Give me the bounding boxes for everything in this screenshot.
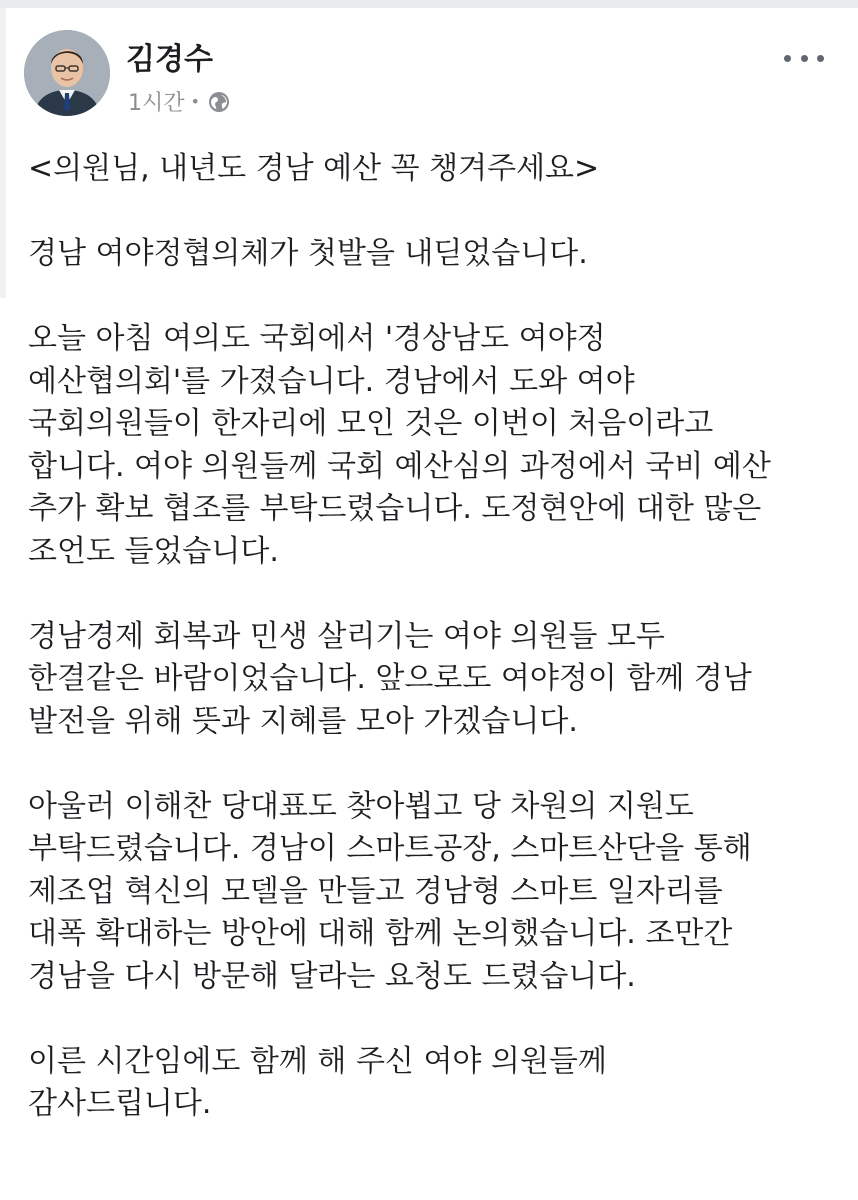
paragraph xyxy=(28,318,828,573)
text-line: 국회의원들이 한자리에 모인 것은 이번이 처음이라고 xyxy=(28,406,714,441)
text-line: 추가 확보 협조를 부탁드렸습니다. 도정현안에 대한 많은 xyxy=(28,491,762,526)
text-line: 아울러 이해찬 당대표도 찾아뵙고 당 차원의 지원도 xyxy=(28,788,694,824)
text-line: 감사드립니다. xyxy=(28,1086,212,1121)
text-line: 합니다. 여야 의원들께 국회 예산심의 과정에서 국비 예산 xyxy=(28,448,771,484)
paragraph xyxy=(28,1041,828,1126)
meta-separator: • xyxy=(190,92,200,111)
avatar[interactable] xyxy=(24,30,110,116)
text-line: <의원님, 내년도 경남 예산 꼭 챙겨주세요> xyxy=(28,151,600,186)
more-options-button[interactable] xyxy=(784,48,824,68)
text-line: 조언도 들었습니다. xyxy=(28,533,279,569)
text-line: 경남경제 회복과 민생 살리기는 여야 의원들 모두 xyxy=(28,618,665,654)
left-edge xyxy=(0,8,6,298)
text-line: 이른 시간임에도 함께 해 주신 여야 의원들께 xyxy=(28,1043,607,1079)
post-header xyxy=(24,30,834,120)
author-name[interactable]: 김경수 xyxy=(126,42,213,77)
text-line: 오늘 아침 여의도 국회에서 '경상남도 여야정 xyxy=(28,321,606,356)
text-line: 제조업 혁신의 모델을 만들고 경남형 스마트 일자리를 xyxy=(28,873,723,909)
text-line: 대폭 확대하는 방안에 대해 함께 논의했습니다. 조만간 xyxy=(28,916,733,951)
text-line: 예산협의회'를 가졌습니다. 경남에서 도와 여야 xyxy=(28,363,635,399)
text-line: 부탁드렸습니다. 경남이 스마트공장, 스마트산단을 통해 xyxy=(28,831,752,866)
post-title-line xyxy=(28,148,828,191)
paragraph xyxy=(28,786,828,999)
paragraph xyxy=(28,233,828,276)
text-line: 발전을 위해 뜻과 지혜를 모아 가겠습니다. xyxy=(28,703,578,739)
more-dot-icon xyxy=(784,55,791,62)
text-line: 경남을 다시 방문해 달라는 요청도 드렸습니다. xyxy=(28,958,636,994)
text-line: 한결같은 바람이었습니다. 앞으로도 여야정이 함께 경남 xyxy=(28,661,752,696)
more-dot-icon xyxy=(817,55,824,62)
post-meta xyxy=(128,86,230,117)
avatar-photo-icon xyxy=(24,30,110,116)
more-dot-icon xyxy=(801,55,808,62)
paragraph xyxy=(28,616,828,744)
globe-icon[interactable] xyxy=(208,91,230,113)
post-text xyxy=(28,148,828,1126)
facebook-post xyxy=(0,8,858,1200)
text-line: 경남 여야정협의체가 첫발을 내딛었습니다. xyxy=(28,236,588,271)
top-divider xyxy=(0,0,858,8)
post-time[interactable]: 1시간 xyxy=(128,91,185,116)
